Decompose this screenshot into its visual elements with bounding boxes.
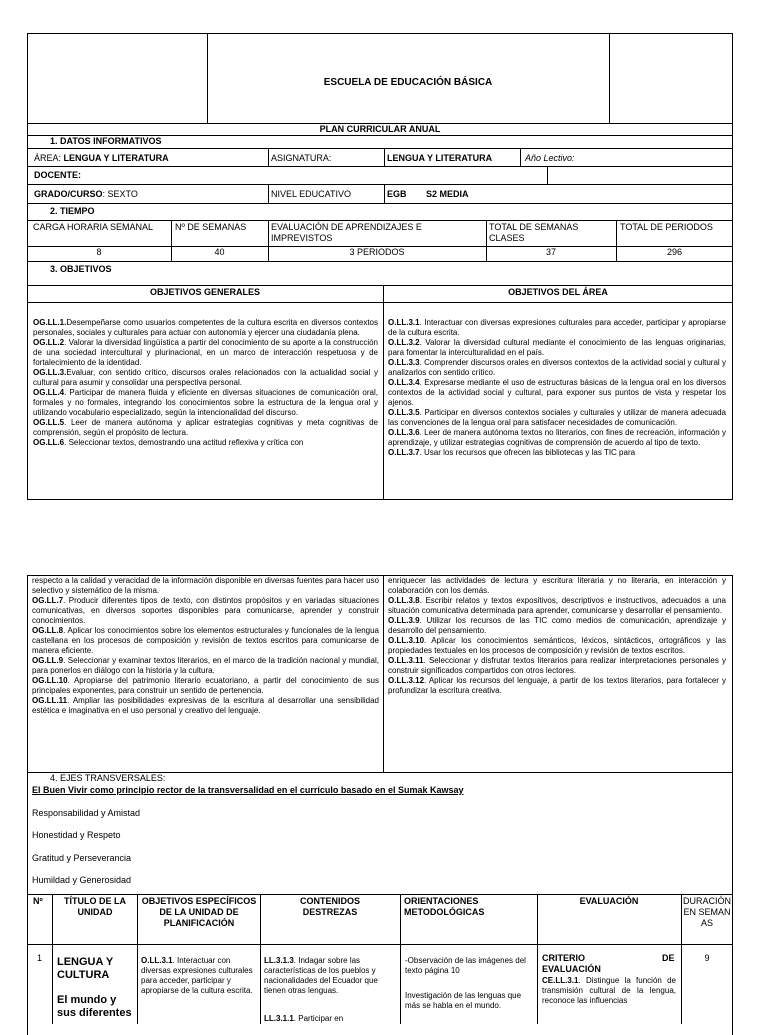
school-name: ESCUELA DE EDUCACIÓN BÁSICA	[323, 77, 493, 88]
obj-area-header: OBJETIVOS DEL ÁREA	[508, 287, 608, 297]
obj-area-list	[388, 318, 726, 500]
obj-item: OG.LL.10. Apropiarse del patrimonio literario ecuatoriano, a partir del conocimiento de sus principales exponentes, para construir un sentido de pertenencia.	[32, 676, 379, 695]
criterio-label: CRITERIO	[542, 953, 586, 963]
th-total-semanas: TOTAL DE SEMANAS CLASES	[489, 222, 579, 243]
obj-item: O.LL.3.8. Escribir relatos y textos expositivos, descriptivos e instructivos, adecuados a una situación comunicativa determinada para aprender, comunicarse y desarrollar el pensamiento.	[388, 596, 726, 615]
th-evaluacion: EVALUACIÓN DE APRENDIZAJES E IMPREVISTOS	[271, 222, 422, 243]
nivel-media: S2 MEDIA	[426, 189, 469, 199]
divider	[609, 33, 610, 123]
obj-continuation: respecto a la calidad y veracidad de la información disponible en diversas fuentes para hacer uso selectivo y sistemático de la misma.	[32, 576, 379, 595]
obj-item: OG.LL.5. Leer de manera autónoma y aplicar estrategias cognitivas y meta cognitivas de comprensión, según el propósito de lectura.	[33, 418, 378, 437]
th-num: Nº	[33, 896, 43, 906]
eje-item: Honestidad y Respeto	[32, 830, 121, 840]
section-datos-informativos: 1. DATOS INFORMATIVOS	[50, 136, 162, 146]
unit-duracion: 9	[704, 953, 710, 963]
obj-generales-list	[33, 318, 378, 500]
eje-item: Gratitud y Perseverancia	[32, 853, 132, 863]
unit-contenido: LL.3.1.1. Participar en	[264, 1014, 344, 1023]
th-titulo: TÍTULO DE LA UNIDAD	[64, 896, 126, 917]
obj-item: O.LL.3.4. Expresarse mediante el uso de estructuras básicas de la lengua oral en los diversos contextos de la actividad social y cultural, para exponer sus puntos de vista y respetar los ajenos.	[388, 378, 726, 407]
unit-orientacion: Investigación de las lenguas que más se habla en el mundo.	[405, 991, 522, 1010]
obj-item: O.LL.3.6. Leer de manera autónoma textos no literarios, con fines de recreación, información y aprendizaje, y utilizar estrategias cognitivas de comprensión de acuerdo al tipo de texto.	[388, 428, 726, 447]
docente-label: DOCENTE:	[34, 170, 81, 180]
obj-item: OG.LL.4. Participar de manera fluida y eficiente en diversas situaciones de comunicación oral, formales y no formales, integrando los conocimientos sobre la estructura de la lengua oral y utilizando vocabulario especializado, según la intencionalidad del discurso.	[33, 388, 378, 417]
eje-item: Humildad y Generosidad	[32, 875, 132, 885]
obj-item: O.LL.3.12. Aplicar los recursos del lenguaje, a partir de los textos literarios, para fortalecer y profundizar la escritura creativa.	[388, 676, 726, 695]
grado-field: GRADO/CURSO: SEXTO	[34, 189, 138, 199]
th-contenidos: CONTENIDOS DESTREZAS	[299, 896, 360, 917]
th-objetivos: OBJETIVOS ESPECÍFICOS DE LA UNIDAD DE PLANIFICACIÓN	[141, 896, 257, 928]
obj-item: O.LL.3.7. Usar los recursos que ofrecen las bibliotecas y las TIC para	[388, 448, 636, 457]
td-carga-horaria: 8	[96, 247, 102, 257]
obj-item: O.LL.3.3. Comprender discursos orales en diversos contextos de la actividad social y cultural y analizarlos con sentido crítico.	[388, 358, 726, 377]
th-semanas: Nº DE SEMANAS	[175, 222, 247, 232]
obj-generales-list-continued	[32, 576, 379, 772]
obj-item: O.LL.3.2. Valorar la diversidad cultural mediante el conocimiento de las lenguas originarias, para fomentar la interculturalidad en el país.	[388, 338, 726, 357]
de-label: DE	[662, 953, 675, 963]
obj-area-list-continued	[388, 576, 726, 772]
obj-continuation: enriquecer las actividades de lectura y escritura literaria y no literaria, en interacción y colaboración con los demás.	[388, 576, 726, 595]
obj-item: OG.LL.1.Desempeñarse como usuarios competentes de la cultura escrita en diversos contextos personales, sociales y culturales para actuar con autonomía y ejercer una ciudadanía plena.	[33, 318, 378, 337]
obj-item: O.LL.3.10. Aplicar los conocimientos semánticos, léxicos, sintácticos, ortográficos y las propiedades textuales en los procesos de composición y revisión de textos escritos.	[388, 636, 726, 655]
td-total-periodos: 296	[666, 247, 683, 257]
obj-item: O.LL.3.11. Seleccionar y disfrutar textos literarios para realizar interpretaciones personales y construir significados compartidos con otros lectores.	[388, 656, 726, 675]
section-objetivos: 3. OBJETIVOS	[50, 264, 112, 274]
obj-item: O.LL.3.9. Utilizar los recursos de las TIC como medios de comunicación, aprendizaje y desarrollo del pensamiento.	[388, 616, 726, 635]
obj-item: O.LL.3.5. Participar en diversos contextos sociales y culturales y utilizar de manera adecuada las convenciones de la lengua oral para satisfacer necesidades de comunicación.	[388, 408, 726, 427]
th-duracion: DURACIÓN EN SEMANAS	[683, 896, 732, 928]
unit-objective: O.LL.3.1. Interactuar con diversas expresiones culturales para acceder, participar y apropiarse de la cultura escrita.	[141, 956, 253, 995]
obj-item: OG.LL.8. Aplicar los conocimientos sobre los elementos estructurales y funcionales de la lengua castellana en los procesos de composición y revisión de textos escritos para comunicarse de manera eficiente.	[32, 626, 379, 655]
asignatura-value: LENGUA Y LITERATURA	[387, 153, 493, 163]
evaluacion-label: EVALUACIÓN	[542, 964, 601, 974]
obj-generales-header: OBJETIVOS GENERALES	[149, 287, 261, 297]
row-num: 1	[37, 953, 43, 963]
plan-title: PLAN CURRICULAR ANUAL	[319, 124, 441, 134]
td-semanas: 40	[214, 247, 225, 257]
th-total-periodos: TOTAL DE PERIODOS	[620, 222, 713, 232]
unit-title: LENGUA Y CULTURA	[57, 956, 114, 981]
asignatura-label: ASIGNATURA:	[271, 153, 332, 163]
section-ejes: 4. EJES TRANSVERSALES:	[50, 773, 166, 783]
obj-item: OG.LL.9. Seleccionar y examinar textos literarios, en el marco de la tradición nacional y mundial, para ponerlos en diálogo con la historia y la cultura.	[32, 656, 379, 675]
td-evaluacion: 3 PERIODOS	[349, 247, 405, 257]
area-field: ÁREA: LENGUA Y LITERATURA	[34, 153, 169, 163]
unit-criterio: CE.LL.3.1. Distingue la función de transmisión cultural de la lengua, reconoce las influencias	[542, 976, 676, 1005]
obj-item: O.LL.3.1. Interactuar con diversas expresiones culturales para acceder, participar y apropiarse de la cultura escrita.	[388, 318, 726, 337]
obj-item: OG.LL.7. Producir diferentes tipos de texto, con distintos propósitos y en variadas situaciones comunicativas, en diversos soportes disponibles para comunicarse, aprender y construir conocimientos.	[32, 596, 379, 625]
section-tiempo: 2. TIEMPO	[50, 206, 95, 216]
obj-item: OG.LL.2. Valorar la diversidad lingüística a partir del conocimiento de su aporte a la construcción de una sociedad intercultural y plurinacional, en un marco de interacción respetuosa y de fortalecimiento de la identidad.	[33, 338, 378, 367]
th-orientaciones: ORIENTACIONES METODOLÓGICAS	[404, 896, 485, 917]
eje-item: Responsabilidad y Amistad	[32, 808, 141, 818]
th-evaluacion: EVALUACIÓN	[579, 896, 639, 906]
ano-lectivo: Año Lectivo:	[525, 153, 575, 163]
obj-item: OG.LL.6. Seleccionar textos, demostrando una actitud reflexiva y crítica con	[33, 438, 304, 447]
nivel-egb: EGB	[387, 189, 407, 199]
unit-orientacion: -Observación de las imágenes del texto página 10	[405, 956, 526, 975]
th-carga-horaria: CARGA HORARIA SEMANAL	[33, 222, 154, 232]
ejes-subtitle: El Buen Vivir como principio rector de la transversalidad en el currículo basado en el Sumak Kawsay	[32, 785, 464, 795]
obj-item: OG.LL.3.Evaluar, con sentido crítico, discursos orales relacionados con la actualidad social y cultural para asumir y consolidar una perspectiva personal.	[33, 368, 378, 387]
obj-item: OG.LL.11. Ampliar las posibilidades expresivas de la escritura al desarrollar una sensibilidad estética e imaginativa en el uso personal y creativo del lenguaje.	[32, 696, 379, 715]
td-total-semanas: 37	[545, 247, 556, 257]
unit-contenido: LL.3.1.3. Indagar sobre las características de los pueblos y nacionalidades del Ecuador que tienen otras lenguas.	[264, 956, 378, 995]
nivel-label: NIVEL EDUCATIVO	[271, 189, 352, 199]
unit-subtitle: El mundo y sus diferentes	[57, 994, 132, 1019]
